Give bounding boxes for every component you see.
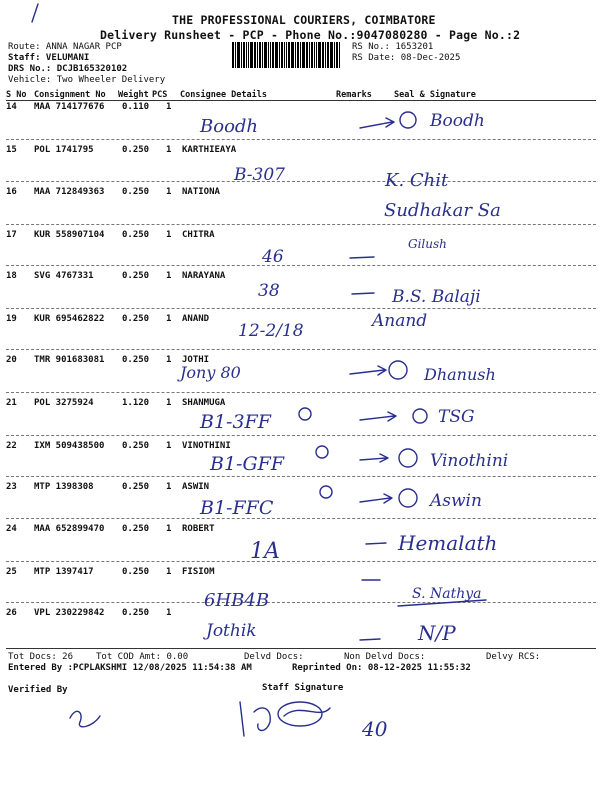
hw-r20-consignee: Jony 80 — [180, 363, 241, 382]
r21-arrow — [360, 412, 396, 421]
row-weight: 0.250 — [122, 187, 150, 197]
r20-seal — [389, 361, 407, 379]
r22-seal — [399, 449, 417, 467]
row-pcs: 1 — [166, 314, 172, 324]
row-consignee: FISIOM — [182, 567, 215, 577]
row-sno: 24 — [6, 524, 17, 534]
row-consignment: MAA 714177676 — [34, 102, 105, 112]
r20-arrow — [350, 366, 386, 375]
col-consignment: Consignment No — [34, 90, 106, 100]
row-consignee: CHITRA — [182, 230, 215, 240]
row-consignment: TMR 901683081 — [34, 355, 105, 365]
row-sno: 22 — [6, 441, 17, 451]
row-pcs: 1 — [166, 608, 172, 618]
row-sno: 20 — [6, 355, 17, 365]
row-consignment: KUR 695462822 — [34, 314, 105, 324]
row-consignee: ANAND — [182, 314, 210, 324]
row-consignment: IXM 509438500 — [34, 441, 105, 451]
staff-signature-mark — [240, 702, 270, 736]
row-weight: 0.250 — [122, 230, 150, 240]
hw-r24-sig: Hemalath — [398, 531, 498, 555]
reprinted-on: Reprinted On: 08-12-2025 11:55:32 — [292, 663, 471, 673]
row-consignee: JOTHI — [182, 355, 210, 365]
col-remarks: Remarks — [336, 90, 372, 100]
row-sno: 15 — [6, 145, 17, 155]
hw-r26-consignee: Jothik — [206, 621, 257, 641]
r14-arrow — [360, 118, 394, 128]
row-pcs: 1 — [166, 524, 172, 534]
rs-date: RS Date: 08-Dec-2025 — [352, 53, 461, 63]
row-consignee: VINOTHINI — [182, 441, 231, 451]
hw-r14-sig: Boodh — [430, 111, 485, 131]
corner-mark — [32, 4, 38, 22]
r22-circle — [316, 446, 328, 458]
r21-seal — [413, 409, 427, 423]
hw-r21-sig: TSG — [438, 407, 475, 427]
row-sno: 25 — [6, 567, 17, 577]
r14-seal — [400, 112, 416, 128]
entered-by: Entered By :PCPLAKSHMI 12/08/2025 11:54:38 AM — [8, 663, 252, 673]
row-sno: 26 — [6, 608, 17, 618]
row-weight: 0.250 — [122, 271, 150, 281]
row-consignment: SVG 4767331 — [34, 271, 94, 281]
r17-dash — [350, 257, 374, 258]
r26-dash — [360, 639, 380, 640]
r25-underline — [398, 600, 486, 606]
rs-number: RS No.: 1653201 — [352, 42, 434, 52]
row-separator — [6, 181, 596, 182]
col-seal-signature: Seal & Signature — [394, 90, 476, 100]
row-weight: 0.250 — [122, 314, 150, 324]
row-pcs: 1 — [166, 187, 172, 197]
col-consignee: Consignee Details — [180, 90, 267, 100]
hw-r19-sig: Anand — [372, 311, 428, 331]
row-pcs: 1 — [166, 398, 172, 408]
verified-mark — [70, 711, 100, 726]
row-consignee: ASWIN — [182, 482, 210, 492]
row-pcs: 1 — [166, 441, 172, 451]
row-sno: 17 — [6, 230, 17, 240]
row-separator — [6, 349, 596, 350]
hw-r23-consignee: B1-FFC — [200, 497, 274, 519]
row-sno: 18 — [6, 271, 17, 281]
r23-arrow — [360, 494, 392, 503]
delvd-docs: Delvd Docs: — [244, 652, 304, 662]
row-pcs: 1 — [166, 230, 172, 240]
verified-by-label: Verified By — [8, 685, 68, 695]
row-separator — [6, 265, 596, 266]
row-pcs: 1 — [166, 271, 172, 281]
hw-r15-sig: K. Chit — [385, 170, 449, 191]
hw-r20-sig: Dhanush — [424, 365, 496, 384]
r21-circle — [299, 408, 311, 420]
row-weight: 0.250 — [122, 482, 150, 492]
row-sno: 14 — [6, 102, 17, 112]
row-separator — [6, 602, 596, 603]
hw-r15-consignee: B-307 — [234, 165, 285, 185]
tot-docs: Tot Docs: 26 — [8, 652, 74, 662]
row-weight: 1.120 — [122, 398, 150, 408]
row-weight: 0.250 — [122, 355, 150, 365]
barcode — [232, 42, 348, 68]
row-consignment: MTP 1398308 — [34, 482, 94, 492]
header-rule — [6, 100, 596, 101]
row-consignee: ROBERT — [182, 524, 215, 534]
vehicle-label: Vehicle: Two Wheeler Delivery — [8, 75, 166, 85]
r24-dash — [366, 543, 386, 544]
hw-staff-sig-num: 40 — [362, 717, 388, 741]
row-consignment: MTP 1397417 — [34, 567, 94, 577]
row-consignee: NATIONA — [182, 187, 220, 197]
drs-label: DRS No.: DCJB165320102 — [8, 64, 128, 74]
row-consignee: NARAYANA — [182, 271, 226, 281]
row-weight: 0.250 — [122, 145, 150, 155]
row-consignment: MAA 652899470 — [34, 524, 105, 534]
footer-rule — [6, 648, 596, 649]
tot-cod: Tot COD Amt: 0.00 — [96, 652, 189, 662]
row-pcs: 1 — [166, 482, 172, 492]
hw-r19-consignee: 12-2/18 — [238, 321, 304, 341]
hw-r21-consignee: B1-3FF — [200, 411, 271, 433]
row-pcs: 1 — [166, 102, 172, 112]
hw-r17-consignee: 46 — [262, 247, 284, 267]
hw-r14-consignee: Boodh — [200, 116, 259, 137]
row-separator — [6, 139, 596, 140]
row-consignment: VPL 230229842 — [34, 608, 105, 618]
delvy-rcs: Delvy RCS: — [486, 652, 541, 662]
row-sno: 16 — [6, 187, 17, 197]
hw-r18-consignee: 38 — [258, 281, 280, 301]
row-consignment: KUR 558907104 — [34, 230, 105, 240]
hw-r17-sig: Gilush — [408, 237, 447, 251]
route-label: Route: ANNA NAGAR PCP — [8, 42, 122, 52]
staff-signature-label: Staff Signature — [262, 683, 344, 693]
row-consignee: SHANMUGA — [182, 398, 226, 408]
row-separator — [6, 224, 596, 225]
row-consignment: POL 1741795 — [34, 145, 94, 155]
row-weight: 0.250 — [122, 524, 150, 534]
hw-r26-sig: N/P — [418, 621, 456, 645]
r23-seal — [399, 489, 417, 507]
row-separator — [6, 392, 596, 393]
staff-signature-tail — [284, 708, 330, 716]
hw-r23-sig: Aswin — [430, 491, 482, 511]
row-separator — [6, 308, 596, 309]
hw-r24-consignee: 1A — [250, 539, 280, 564]
hw-r25-sig: S. Nathya — [412, 586, 482, 602]
row-separator — [6, 435, 596, 436]
hw-r22-sig: Vinothini — [430, 451, 509, 471]
row-weight: 0.250 — [122, 567, 150, 577]
col-pcs: PCS — [152, 90, 168, 100]
row-weight: 0.250 — [122, 441, 150, 451]
row-pcs: 1 — [166, 355, 172, 365]
company-title: THE PROFESSIONAL COURIERS, COIMBATORE — [172, 13, 436, 27]
hw-r25-consignee: 6HB4B — [204, 590, 270, 611]
row-consignee: KARTHIEAYA — [182, 145, 237, 155]
row-sno: 21 — [6, 398, 17, 408]
runsheet-subtitle: Delivery Runsheet - PCP - Phone No.:9047080280 - Page No.:2 — [100, 28, 521, 42]
row-separator — [6, 518, 596, 519]
row-sno: 19 — [6, 314, 17, 324]
row-pcs: 1 — [166, 145, 172, 155]
hw-r18-sig: B.S. Balaji — [392, 287, 481, 307]
row-pcs: 1 — [166, 567, 172, 577]
r23-circle — [320, 486, 332, 498]
row-separator — [6, 561, 596, 562]
row-consignment: POL 3275924 — [34, 398, 94, 408]
row-consignment: MAA 712849363 — [34, 187, 105, 197]
non-delvd-docs: Non Delvd Docs: — [344, 652, 426, 662]
r22-arrow — [360, 454, 388, 462]
row-weight: 0.250 — [122, 608, 150, 618]
col-weight: Weight — [118, 90, 149, 100]
hw-r22-consignee: B1-GFF — [210, 453, 285, 475]
row-sno: 23 — [6, 482, 17, 492]
row-weight: 0.110 — [122, 102, 150, 112]
staff-label: Staff: VELUMANI — [8, 53, 90, 63]
r18-dash — [352, 293, 374, 294]
hw-r16-sig: Sudhakar Sa — [384, 200, 501, 221]
staff-signature-loop — [278, 702, 322, 726]
col-sno: S No — [6, 90, 27, 100]
row-separator — [6, 476, 596, 477]
